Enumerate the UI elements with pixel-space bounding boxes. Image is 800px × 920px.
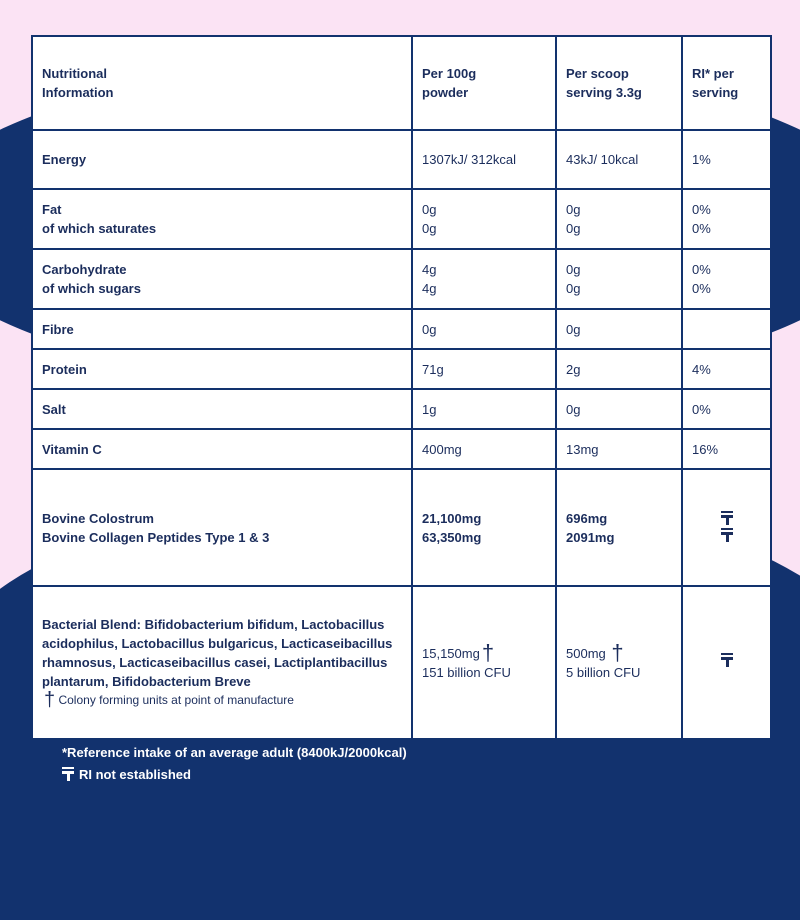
value-per-scoop: 500mg † 5 billion CFU xyxy=(556,586,682,739)
value-ri: 0% xyxy=(682,389,771,429)
nutrition-table xyxy=(31,35,772,740)
reference-intake-note: *Reference intake of an average adult (8400kJ/2000kcal) xyxy=(62,745,407,760)
value-ri xyxy=(682,469,771,586)
value-ri: 4% xyxy=(682,349,771,389)
value-per-100g: 4g 4g xyxy=(412,249,556,309)
value-ri: 0% 0% xyxy=(682,189,771,249)
ri-not-established-icon xyxy=(721,528,733,542)
value-per-scoop: 13mg xyxy=(556,429,682,469)
value-per-scoop: 0g 0g xyxy=(556,189,682,249)
value-per-100g: 1307kJ/ 312kcal xyxy=(412,130,556,189)
value-per-scoop: 43kJ/ 10kcal xyxy=(556,130,682,189)
value-per-100g: 0g xyxy=(412,309,556,349)
table-row-salt xyxy=(32,389,771,429)
value-per-scoop: 2g xyxy=(556,349,682,389)
row-label: Protein xyxy=(32,349,412,389)
value-per-scoop: 0g xyxy=(556,389,682,429)
value-per-100g: 21,100mg 63,350mg xyxy=(412,469,556,586)
value-ri xyxy=(682,586,771,739)
dagger-icon: † xyxy=(44,689,56,711)
table-row-protein xyxy=(32,349,771,389)
value-per-100g: 1g xyxy=(412,389,556,429)
column-header-ri: RI* per serving xyxy=(682,36,771,130)
row-label: Vitamin C xyxy=(32,429,412,469)
table-row-fibre xyxy=(32,309,771,349)
value-ri: 1% xyxy=(682,130,771,189)
table-row-energy xyxy=(32,130,771,189)
value-per-100g: 0g 0g xyxy=(412,189,556,249)
table-row-carbohydrate xyxy=(32,249,771,309)
ri-not-established-note: RI not established xyxy=(62,764,407,786)
row-label: Fibre xyxy=(32,309,412,349)
row-label: Carbohydrate of which sugars xyxy=(32,249,412,309)
row-label: Energy xyxy=(32,130,412,189)
row-label: Bacterial Blend: Bifidobacterium bifidum, Lactobacillus acidophilus, Lactobacillus bulgaricus, Lacticaseibacillus rhamnosus, Lacticaseibacillus casei, Lactiplantibacillus plantarum, Bifidobacterium Breve † Colony forming units at point of manufacture xyxy=(32,586,412,739)
dagger-icon: † xyxy=(481,639,495,665)
value-per-scoop: 0g xyxy=(556,309,682,349)
value-ri xyxy=(682,309,771,349)
table-row-colostrum-collagen xyxy=(32,469,771,586)
value-per-scoop: 696mg 2091mg xyxy=(556,469,682,586)
table-row-fat xyxy=(32,189,771,249)
value-per-100g: 71g xyxy=(412,349,556,389)
column-header-per-scoop: Per scoop serving 3.3g xyxy=(556,36,682,130)
row-label: Bovine Colostrum Bovine Collagen Peptides Type 1 & 3 xyxy=(32,469,412,586)
table-row-bacterial-blend xyxy=(32,586,771,739)
value-per-100g: 15,150mg† 151 billion CFU xyxy=(412,586,556,739)
ri-not-established-icon xyxy=(721,653,733,667)
value-per-scoop: 0g 0g xyxy=(556,249,682,309)
row-label: Fat of which saturates xyxy=(32,189,412,249)
column-header-per-100g: Per 100g powder xyxy=(412,36,556,130)
footer-notes xyxy=(62,742,407,786)
dagger-icon: † xyxy=(611,639,624,665)
table-row-vitamin-c xyxy=(32,429,771,469)
value-per-100g: 400mg xyxy=(412,429,556,469)
row-label: Salt xyxy=(32,389,412,429)
value-ri: 0% 0% xyxy=(682,249,771,309)
ri-not-established-icon xyxy=(62,767,74,781)
value-ri: 16% xyxy=(682,429,771,469)
cfu-footnote: † Colony forming units at point of manufacture xyxy=(44,689,294,711)
ri-not-established-icon xyxy=(721,511,733,525)
table-title: Nutritional Information xyxy=(32,36,412,130)
header-row xyxy=(32,36,771,130)
